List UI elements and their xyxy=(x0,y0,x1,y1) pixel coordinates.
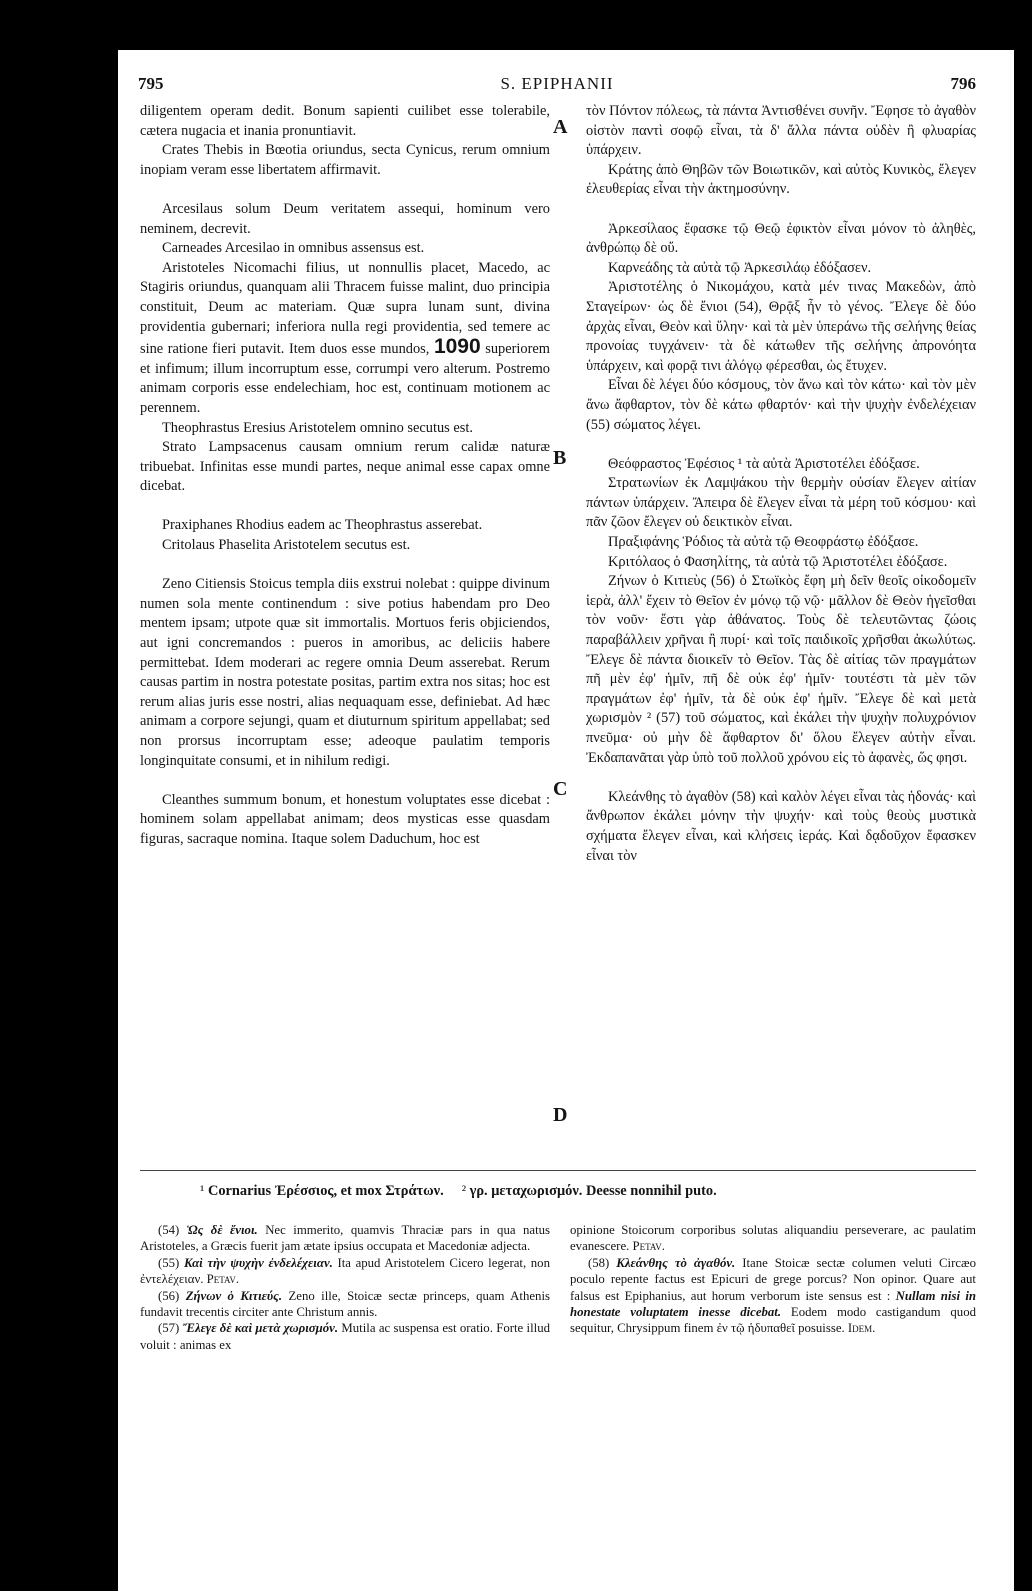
greek-paragraph: Θεόφραστος Ἐφέσιος ¹ τὰ αὐτὰ Ἀριστοτέλει ἐδόξασε. xyxy=(608,455,920,472)
footnote-marker: ² xyxy=(461,1183,467,1199)
column-number: 1090 xyxy=(433,335,481,359)
critical-footnotes xyxy=(200,1183,976,1200)
latin-paragraph: Strato Lampsacenus causam omnium rerum calidæ naturæ tribuebat. Infinitas esse mundi partes, neque animal esse capax omne dicebat. xyxy=(140,439,550,495)
greek-paragraph: Πραξιφάνης Ῥόδιος τὰ αὐτὰ τῷ Θεοφράστῳ ἐδόξασε. xyxy=(608,534,919,551)
greek-paragraph: Στρατωνίων ἐκ Λαμψάκου τὴν θερμὴν οὐσίαν ἔλεγεν αἰτίαν πάντων ὑπάρχειν. Ἄπειρα δὲ ἔλεγεν εἶναι τὰ μέρη τοῦ κόσμου· καὶ πᾶν ζῶον ἔλεγεν οὐ δεικτικὸν εἶναι. xyxy=(586,475,976,531)
greek-paragraph: Κλεάνθης τὸ ἀγαθὸν (58) καὶ καλὸν λέγει εἶναι τὰς ἡδονάς· καὶ ἄνθρωπον ἐκάλει μόνην τὴν ψυχήν· καὶ τοὺς θεοὺς μυστικὰ σχήματα ἔλεγεν εἶναι, καὶ κλήσεις ἱεράς. Καὶ δᾳδοῦχον ἔφασκεν εἶναι τὸν xyxy=(586,788,976,864)
note-text: Ita apud Aristotelem Cicero legerat, non ἐντελέχειαν. xyxy=(140,1255,550,1287)
section-marker-b: B xyxy=(553,447,567,469)
note-text: opinione Stoicorum corporibus solutas aliquandiu perseverare, ac paulatim evanescere. xyxy=(570,1223,976,1254)
section-marker-d: D xyxy=(553,1104,568,1126)
note-label: (58) xyxy=(588,1255,610,1270)
note-text: Eodem modo castigandum quod sequitur, Chrysippum finem ἐν τῷ ἡδυπαθεῖ posuisse. xyxy=(570,1305,976,1336)
latin-paragraph: Cleanthes summum bonum, et honestum voluptates esse dicebat : hominem solam appellabat animam; deos mysticas esse quasdam figuras, sacraque nomina. Itaque solem Daduchum, hoc est xyxy=(140,791,550,847)
scan-border-top xyxy=(0,0,1032,50)
note-54 xyxy=(140,1222,550,1255)
greek-column xyxy=(586,102,976,866)
note-55 xyxy=(140,1255,550,1288)
latin-paragraph: diligentem operam dedit. Bonum sapienti cuilibet esse tolerabile, cætera nugacia et inania pronuntiavit. xyxy=(140,103,550,139)
note-text: Itane Stoicæ sectæ columen veluti Circæo poculo repente factus est Epicuri de grege porcus? Non opinor. Quare aut falsus est Epiphanius, aut horum verborum iste sensus est : xyxy=(570,1255,976,1303)
latin-text: superiorem et infimum; illum incorruptum esse, corrumpi vero alterum. Postremo animam corporis esse endelechiam, hoc est, continuam motionem ac perennem. xyxy=(140,341,550,416)
greek-paragraph: Ζήνων ὁ Κιτιεὺς (56) ὁ Στωϊκὸς ἔφη μὴ δεῖν θεοῖς οἰκοδομεῖν ἱερὰ, ἀλλ' ἔχειν τὸ Θεῖον ἐν μόνῳ τῷ νῷ· μᾶλλον δὲ Θεὸν ἡγεῖσθαι τὸν νοῦν· ἔστι γὰρ ἀθάνατος. Τοὺς δὲ τελευτῶντας ζώοις παραβάλλειν χρῆναι ἢ πυρί· καὶ τοῖς παιδικοῖς χρῆσθαι ἀκωλύτως. Ἔλεγε δὲ πάντα διοικεῖν τὸ Θεῖον. Τὰς δὲ αἰτίας τῶν πραγμάτων πῆ μὲν ἐφ' ἡμῖν, πῆ δὲ οὐκ ἐφ' ἡμῖν· τουτέστι τὰ μὲν τῶν πραγμάτων ἐφ' ἡμῖν, τὰ δὲ οὐκ ἐφ' ἡμῖν. Ἔλεγε δὲ καὶ μετὰ χωρισμὸν ² (57) τοῦ σώματος, καὶ ἐκάλει τὴν ψυχὴν πολυχρόνιον πνεῦμα· οὐ μὴν δὲ ἄφθαρτον δι' ὅλου ἔλεγεν αὐτὴν εἶναι. Ἐκδαπανᾶται γὰρ ὑπὸ τοῦ πολλοῦ χρόνου εἰς τὸ ἀφανὲς, ὥς φησι. xyxy=(586,573,976,766)
section-marker-c: C xyxy=(553,778,568,800)
latin-paragraph: Praxiphanes Rhodius eadem ac Theophrastus asserebat. xyxy=(162,517,483,534)
greek-paragraph: Ἀριστοτέλης ὁ Νικομάχου, κατὰ μέν τινας Μακεδὼν, ἀπὸ Σταγείρων· ὡς δὲ ἔνιοι (54), Θρᾷξ ἦν τὸ γένος. Ἔλεγε δὲ δύο ἀρχὰς εἶναι, Θεὸν καὶ ὕλην· καὶ τὰ μὲν ὑπεράνω τῆς σελήνης θείας προνοίας τυγχάνειν· τὰ δὲ κάτωθεν τῆς σελήνης ἀπρονόητα ὑπάρχειν, καὶ φορᾷ τινι ἀλόγῳ φέρεσθαι, ὡς ἔτυχεν. xyxy=(586,279,976,374)
latin-paragraph: Arcesilaus solum Deum veritatem assequi, hominum vero neminem, decrevit. xyxy=(140,200,550,237)
note-label: (55) xyxy=(158,1255,180,1270)
note-italic-text: Nullam nisi in honestate voluptatem inesse dicebat. xyxy=(570,1288,976,1320)
spacer xyxy=(586,200,976,220)
spacer xyxy=(586,435,976,455)
note-lemma: Καὶ τὴν ψυχὴν ἐνδελέχειαν. xyxy=(183,1255,333,1270)
page-number-left: 795 xyxy=(138,74,164,93)
note-lemma: Ὡς δὲ ἔνιοι. xyxy=(186,1223,258,1237)
spacer xyxy=(140,771,550,791)
note-56 xyxy=(140,1288,550,1321)
note-lemma: Ἔλεγε δὲ καὶ μετὰ χωρισμόν. xyxy=(182,1321,339,1336)
spacer xyxy=(140,497,550,517)
note-58 xyxy=(570,1255,976,1337)
greek-paragraph: Ἀρκεσίλαος ἔφασκε τῷ Θεῷ ἐφικτὸν εἶναι μόνον τὸ ἀληθὲς, ἀνθρώπῳ δὲ οὔ. xyxy=(586,220,976,257)
spacer xyxy=(586,768,976,788)
footnote-divider xyxy=(140,1170,976,1171)
note-signature: Petav. xyxy=(206,1272,240,1287)
note-lemma: Κλεάνθης τὸ ἀγαθόν. xyxy=(616,1255,736,1270)
greek-paragraph: Κριτόλαος ὁ Φασηλίτης, τὰ αὐτὰ τῷ Ἀριστοτέλει ἐδόξασε. xyxy=(608,553,948,570)
latin-paragraph: Carneades Arcesilao in omnibus assensus est. xyxy=(162,240,425,257)
spacer xyxy=(140,556,550,576)
spacer xyxy=(140,180,550,200)
scan-border-left xyxy=(0,0,118,1591)
latin-column xyxy=(140,102,550,850)
running-header xyxy=(138,74,976,100)
greek-paragraph: Κράτης ἀπὸ Θηβῶν τῶν Βοιωτικῶν, καὶ αὐτὸς Κυνικὸς, ἔλεγεν ἐλευθερίας εἶναι τὴν ἀκτημοσύνην. xyxy=(586,161,976,198)
latin-paragraph: Theophrastus Eresius Aristotelem omnino secutus est. xyxy=(162,419,473,436)
note-signature: Petav. xyxy=(632,1239,665,1254)
greek-paragraph: τὸν Πόντον πόλεως, τὰ πάντα Ἀντισθένει συνῆν. Ἔφησε τὸ ἀγαθὸν οἰστὸν παντὶ σοφῷ εἶναι, τὰ δ' ἄλλα πάντα οὐδὲν ἢ φλυαρίας ὑπάρχειν. xyxy=(586,103,976,159)
note-57-continued xyxy=(570,1222,976,1255)
note-text: Zeno ille, Stoicæ sectæ princeps, quam Athenis fundavit trecentis circiter ante Christum annis. xyxy=(140,1288,550,1320)
note-label: (56) xyxy=(158,1288,180,1303)
footnote-text: γρ. μεταχωρισμόν. Deesse nonnihil puto. xyxy=(469,1183,717,1199)
greek-paragraph: Εἶναι δὲ λέγει δύο κόσμους, τὸν ἄνω καὶ τὸν κάτω· καὶ τὸν μὲν ἄνω ἄφθαρτον, τὸν δὲ κάτω φθαρτόν· καὶ τὴν ψυχὴν ἐνδελέχειαν (55) σώματος λέγει. xyxy=(586,377,976,433)
latin-text: Aristoteles Nicomachi filius, ut nonnullis placet, Macedo, ac Stagiris oriundus, quanquam alii Thracem fuisse malint, duo principia constituit, Deum ac materiam. Quæ supra lunam sunt, divina providentia gubernari; inferiora nulla regi providentia, sed temere ac sine ratione fieri putavit. Item duos esse mundos, xyxy=(140,259,550,358)
note-57 xyxy=(140,1320,550,1353)
scan-border-right xyxy=(1014,0,1032,1591)
note-label: (57) xyxy=(158,1321,180,1336)
section-marker-a: A xyxy=(553,116,568,138)
footnote-marker: ¹ xyxy=(200,1183,205,1199)
greek-paragraph: Καρνεάδης τὰ αὐτὰ τῷ Ἀρκεσιλάῳ ἐδόξασεν. xyxy=(608,259,872,276)
latin-paragraph: Zeno Citiensis Stoicus templa diis exstrui nolebat : quippe divinum numen sola mente continendum : sive potius habendam pro Deo mentem ipsam; utpote quæ sit immortalis. Mortuos feris objiciendos, aut igni concremandos : pueros in amoribus, ac deliciis habere permittebat. Idem moderari ac regere omnia Deum asserebat. Rerum causas partim in nostra potestate positas, partim extra nos sitas; hoc est rerum alias juris esse nostri, alias nequaquam esse, definiebat. Ad hæc animam a corpore sejungi, quam et diuturnum spiritum appellabat; sed non prorsus incorruptam esse; adeoque paulatim temporis longinquitate consumi, et in nihilum redigi. xyxy=(140,576,550,769)
note-signature: Idem. xyxy=(847,1321,876,1336)
note-text: Mutila ac suspensa est oratio. Forte illud voluit : animas ex xyxy=(140,1321,551,1352)
latin-paragraph-aristoteles xyxy=(140,259,550,419)
note-lemma: Ζήνων ὁ Κιτιεύς. xyxy=(185,1288,283,1303)
note-label: (54) xyxy=(158,1223,180,1237)
latin-paragraph: Critolaus Phaselita Aristotelem secutus est. xyxy=(162,537,411,554)
running-title: S. EPIPHANII xyxy=(500,74,614,93)
note-text: Nec immerito, quamvis Thraciæ pars in qua natus Aristoteles, a Græcis fuerit jam ætate ipsius occupata et Macedoniæ adjecta. xyxy=(140,1223,551,1254)
notes-right-column xyxy=(570,1222,976,1337)
footnote-text: Cornarius Ἐρέσσιος, et mox Στράτων. xyxy=(207,1183,444,1199)
page-number-right: 796 xyxy=(950,74,976,93)
notes-left-column xyxy=(140,1222,550,1353)
latin-paragraph: Crates Thebis in Bœotia oriundus, secta Cynicus, rerum omnium inopiam veram esse libertatem affirmavit. xyxy=(140,142,550,178)
